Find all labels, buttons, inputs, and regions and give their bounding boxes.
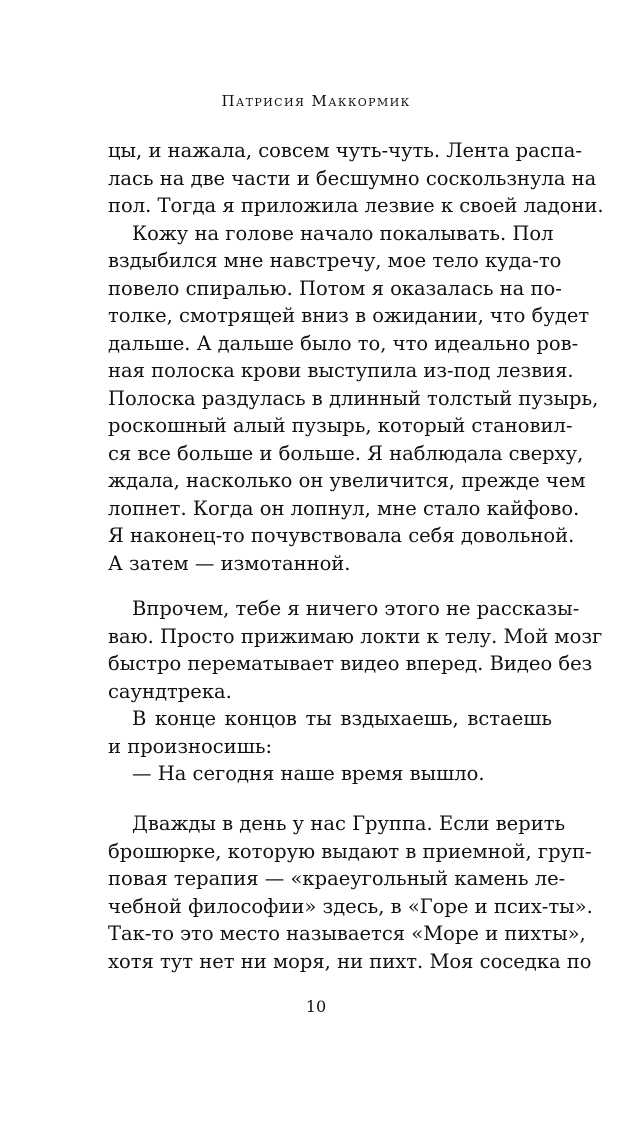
text-line: В конце концов ты вздыхаешь, встаешь: [132, 707, 552, 730]
text-line: чебной философии» здесь, в «Горе и псих-ты».: [108, 894, 593, 918]
text-line: повело спиралью. Потом я оказалась на по-: [108, 276, 562, 300]
text-block-2: [108, 595, 603, 788]
text-line: брошюрке, которую выдают в приемной, груп-: [108, 839, 592, 863]
text-line: Полоска раздулась в длинный толстый пузырь,: [108, 386, 599, 410]
text-line: А затем — измотанной.: [108, 551, 351, 575]
page-number: 10: [305, 997, 327, 1016]
text-line: саундтрека.: [108, 679, 232, 703]
text-line: повая терапия — «краеугольный камень ле-: [108, 867, 566, 890]
text-line: Я наконец-то почувствовала себя довольной.: [108, 524, 575, 547]
text-line: пол. Тогда я приложила лезвие к своей ладони.: [108, 194, 604, 217]
text-line: и произносишь:: [108, 734, 273, 758]
text-line: ная полоска крови выступила из-под лезвия.: [108, 359, 574, 382]
text-line: лопнет. Когда он лопнул, мне стало кайфово.: [108, 496, 580, 520]
text-block-1: [108, 137, 604, 577]
text-block-3: [108, 810, 593, 975]
dialogue-line: — На сегодня наше время вышло.: [132, 762, 485, 785]
text-line: вздыбился мне навстречу, мое тело куда-то: [108, 249, 562, 272]
text-line: роскошный алый пузырь, который становил-: [108, 414, 573, 437]
text-line: толке, смотрящей вниз в ожидании, что будет: [108, 304, 590, 327]
text-line: дальше. А дальше было то, что идеально ров-: [108, 331, 579, 355]
running-header-author: Патрисия Маккормик: [221, 92, 411, 110]
text-line: быстро перематывает видео вперед. Видео без: [108, 652, 593, 675]
text-line: Дважды в день у нас Группа. Если верить: [132, 812, 566, 835]
text-line: ся все больше и больше. Я наблюдала сверху,: [108, 441, 584, 465]
text-line: Кожу на голове начало покалывать. Пол: [132, 221, 554, 245]
text-line: лась на две части и бесшумно соскользнула на: [108, 166, 597, 190]
text-line: ждала, насколько он увеличится, прежде чем: [108, 469, 586, 492]
text-line: Впрочем, тебе я ничего этого не рассказы-: [132, 597, 580, 620]
text-line: ваю. Просто прижимаю локти к телу. Мой мозг: [108, 624, 603, 648]
text-line: Так-то это место называется «Море и пихты»,: [108, 922, 586, 945]
text-line: цы, и нажала, совсем чуть-чуть. Лента распа-: [108, 139, 582, 162]
text-line: хотя тут нет ни моря, ни пихт. Моя соседка по: [108, 949, 592, 973]
